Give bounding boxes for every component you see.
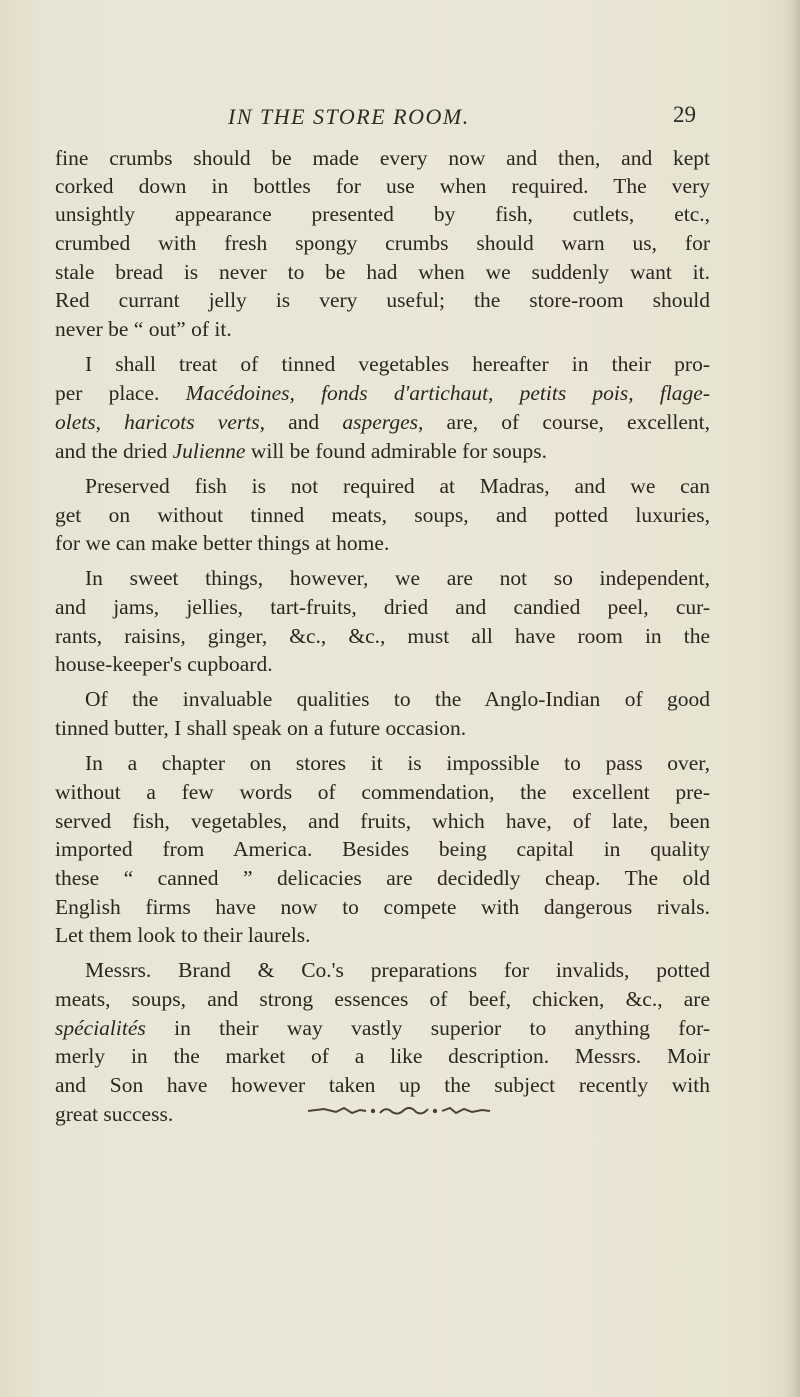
text-line — [55, 593, 710, 621]
text-line — [55, 622, 710, 650]
text-segment: In sweet things, however, we are not so independent, — [85, 566, 710, 590]
tailpiece-ornament — [306, 1104, 492, 1118]
text-line — [55, 1042, 710, 1070]
text-segment: crumbed with fresh spongy crumbs should warn us, for — [55, 231, 710, 255]
running-head: IN THE STORE ROOM. — [228, 104, 470, 129]
page-edge-shadow — [786, 0, 800, 1397]
text-segment: get on without tinned meats, soups, and potted luxuries, — [55, 503, 710, 527]
text-line — [55, 258, 710, 286]
text-segment: and jams, jellies, tart-fruits, dried and candied peel, cur- — [55, 595, 710, 619]
text-segment: Of the invaluable qualities to the Anglo-Indian of good — [85, 687, 710, 711]
text-segment: are, of course, excellent, — [423, 410, 711, 434]
text-segment: will be found admirable for soups. — [245, 439, 547, 463]
text-line — [55, 144, 710, 172]
text-segment: without a few words of commendation, the excellent pre- — [55, 780, 710, 804]
text-line — [55, 172, 710, 200]
text-segment: imported from America. Besides being capital in quality — [55, 837, 710, 861]
text-segment: and — [264, 410, 343, 434]
text-segment: these “ canned ” delicacies are decidedly cheap. The old — [55, 866, 710, 890]
italic-text: asperges, — [342, 410, 424, 434]
text-line — [85, 564, 710, 592]
text-line — [85, 472, 710, 500]
text-segment: stale bread is never to be had when we suddenly want it. — [55, 260, 710, 284]
text-segment: Messrs. Brand & Co.'s preparations for invalids, potted — [85, 958, 710, 982]
text-segment: unsightly appearance presented by fish, cutlets, etc., — [55, 202, 710, 226]
text-line — [55, 1100, 173, 1128]
text-segment: Let them look to their laurels. — [55, 923, 311, 947]
text-line — [55, 893, 710, 921]
text-line — [85, 749, 710, 777]
italic-text: olets, haricots verts, — [55, 410, 265, 434]
text-line — [55, 1071, 710, 1099]
text-line — [55, 408, 710, 436]
text-segment: served fish, vegetables, and fruits, which have, of late, been — [55, 809, 710, 833]
text-segment: Preserved fish is not required at Madras, and we can — [85, 474, 710, 498]
text-segment: In a chapter on stores it is impossible to pass over, — [85, 751, 710, 775]
text-line — [55, 529, 389, 557]
text-segment: and the dried — [55, 439, 173, 463]
page-number: 29 — [673, 102, 696, 127]
text-segment: merly in the market of a like description. Messrs. Moir — [55, 1044, 710, 1068]
text-line — [55, 229, 710, 257]
text-segment: house-keeper's cupboard. — [55, 652, 273, 676]
text-line — [55, 379, 710, 407]
text-line — [55, 807, 710, 835]
text-segment: tinned butter, I shall speak on a future occasion. — [55, 716, 467, 740]
text-segment: English firms have now to compete with dangerous rivals. — [55, 895, 710, 919]
text-line — [55, 650, 273, 678]
italic-text: Macédoines, fonds d'artichaut, petits pois, flage- — [185, 381, 710, 405]
text-segment: Red currant jelly is very useful; the store-room should — [55, 288, 710, 312]
italic-text: spécialités — [55, 1016, 146, 1040]
text-segment: meats, soups, and strong essences of beef, chicken, &c., are — [55, 987, 710, 1011]
text-line — [55, 921, 311, 949]
text-line — [55, 864, 710, 892]
text-line — [55, 835, 710, 863]
text-line — [55, 437, 547, 465]
text-line — [85, 956, 710, 984]
text-segment: per place. — [55, 381, 186, 405]
text-line — [55, 286, 710, 314]
text-line — [55, 1014, 710, 1042]
text-line — [55, 501, 710, 529]
italic-text: Julienne — [172, 439, 246, 463]
text-line — [55, 778, 710, 806]
text-line — [55, 315, 232, 343]
text-line — [55, 200, 710, 228]
text-segment: great success. — [55, 1102, 174, 1126]
text-segment: in their way vastly superior to anything for- — [145, 1016, 710, 1040]
text-line — [85, 685, 710, 713]
text-segment: never be “ out” of it. — [55, 317, 232, 341]
text-segment: for we can make better things at home. — [55, 531, 390, 555]
text-line — [55, 985, 710, 1013]
text-line — [55, 714, 466, 742]
text-segment: I shall treat of tinned vegetables hereafter in their pro- — [85, 352, 710, 376]
text-segment: rants, raisins, ginger, &c., &c., must all have room in the — [55, 624, 710, 648]
text-segment: corked down in bottles for use when required. The very — [55, 174, 710, 198]
text-line — [85, 350, 710, 378]
text-segment: fine crumbs should be made every now and then, and kept — [55, 146, 710, 170]
text-segment: and Son have however taken up the subject recently with — [55, 1073, 710, 1097]
